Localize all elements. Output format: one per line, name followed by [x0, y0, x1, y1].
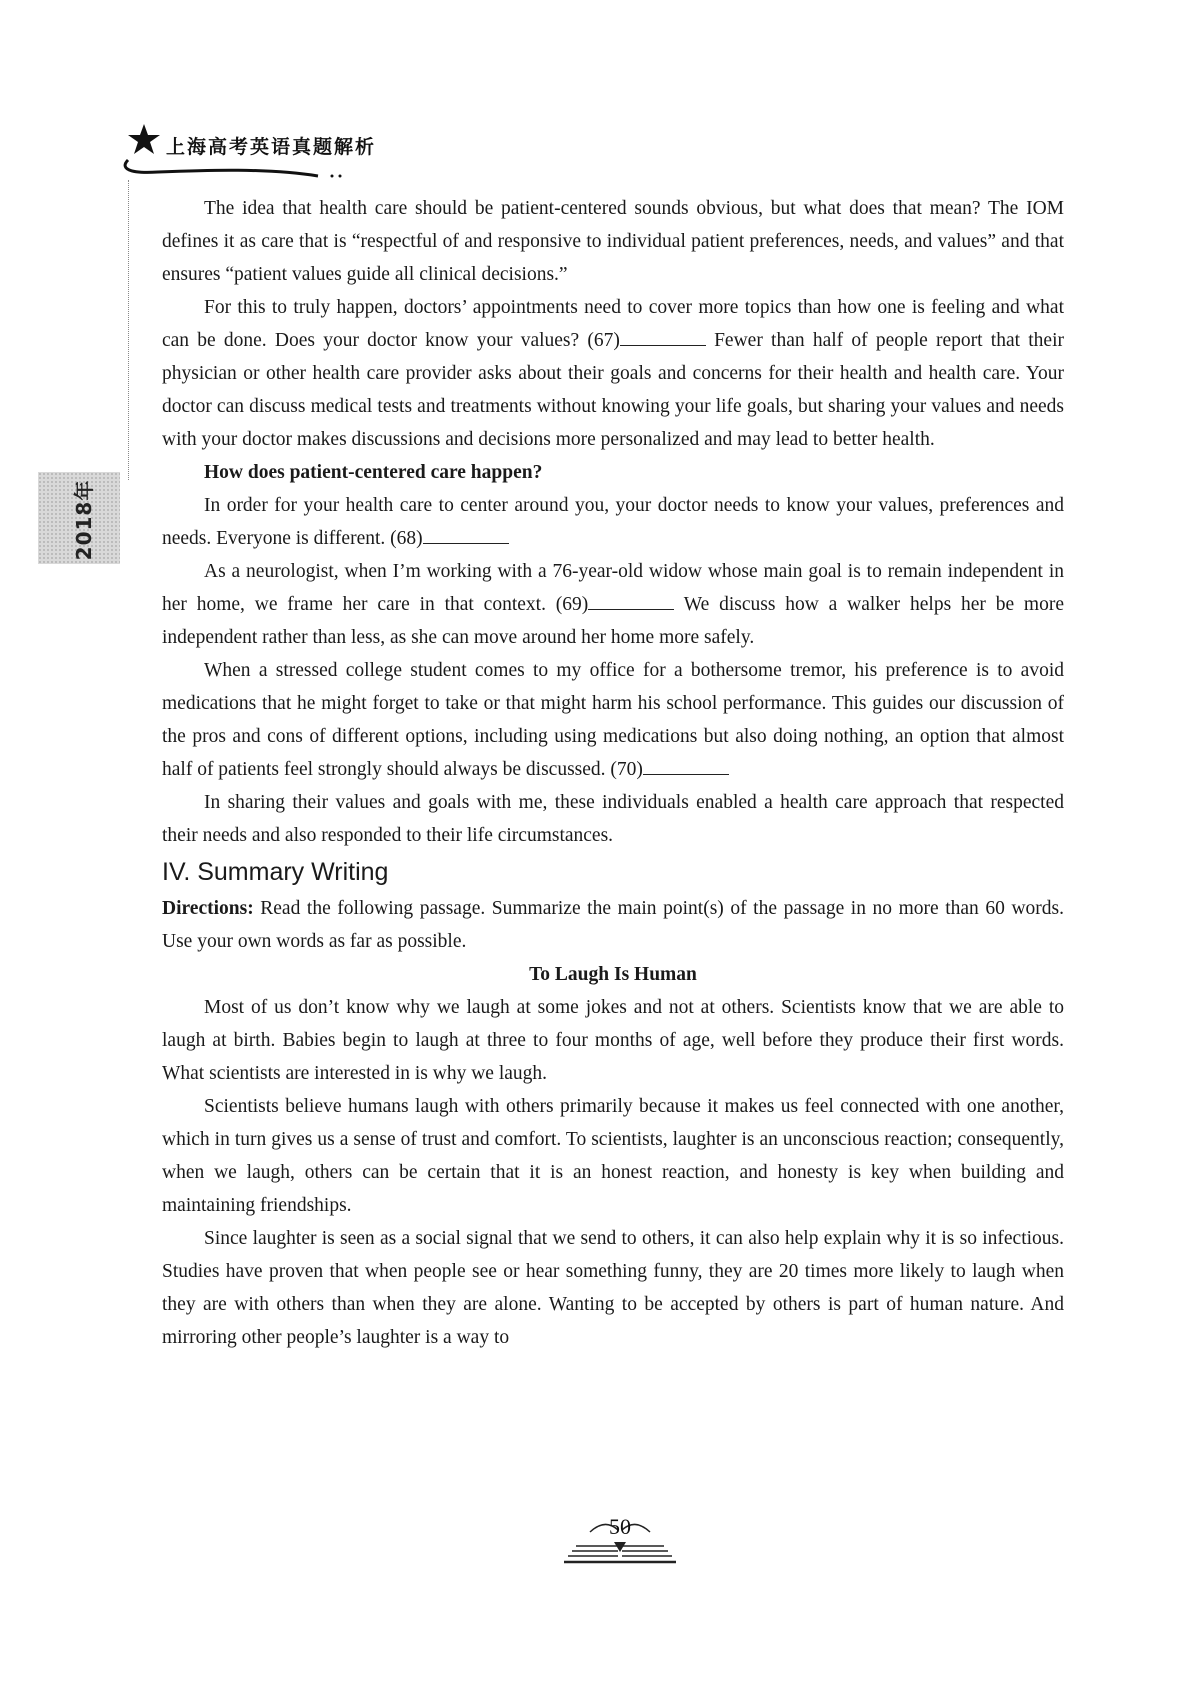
page-footer — [560, 1512, 680, 1566]
page-header — [118, 120, 418, 180]
paragraph: In sharing their values and goals with me, these individuals enabled a health care approach that respected their needs and also responded to their life circumstances. — [162, 792, 1064, 846]
main-content — [162, 192, 1064, 1354]
answer-blank-70[interactable] — [643, 754, 729, 775]
paragraph: The idea that health care should be patient-centered sounds obvious, but what does that mean? The IOM defines it as care that is “respectful of and responsive to individual patient preferences, needs, and values” and that ensures “patient values guide all clinical decisions.” — [162, 198, 1064, 285]
paragraph: Most of us don’t know why we laugh at some jokes and not at others. Scientists know that we are able to laugh at birth. Babies begin to laugh at three to four months of age, well before they produce their first words. What scientists are interested in is why we laugh. — [162, 997, 1064, 1084]
answer-blank-69[interactable] — [588, 589, 674, 610]
paragraph: As a neurologist, when I’m working with a 76-year-old widow whose main goal is to remain independent in her home, we frame her care in that context. (69) We discuss how a walker helps her be more independent rather than less, as she can move around her home more safely. — [162, 561, 1065, 648]
subheading: How does patient-centered care happen? — [204, 462, 543, 483]
answer-blank-67[interactable] — [620, 325, 706, 346]
paragraph: For this to truly happen, doctors’ appointments need to cover more topics than how one is feeling and what can be done. Does your doctor know your values? (67) Fewer than half of people report that their physician or other health care provider asks about their goals and concerns for their health and health care. Your doctor can discuss medical tests and treatments without knowing your life goals, but sharing your values and needs with your doctor makes discussions and decisions more personalized and may lead to better health. — [162, 297, 1064, 450]
answer-blank-68[interactable] — [423, 523, 509, 544]
star-logo-icon — [126, 122, 162, 158]
passage-title: To Laugh Is Human — [529, 964, 697, 985]
directions-label: Directions: — [162, 898, 254, 919]
paragraph: Since laughter is seen as a social signal that we send to others, it can also help explain why it is so infectious. Studies have proven that when people see or hear something funny, they are 20 times more likely to laugh when they are with others than when they are alone. Wanting to be accepted by others is part of human nature. And mirroring other people’s laughter is a way to — [162, 1228, 1064, 1348]
page-number: 50 — [609, 1514, 631, 1539]
section-title: IV. Summary Writing — [162, 858, 389, 886]
paragraph: Scientists believe humans laugh with others primarily because it makes us feel connected with one another, which in turn gives us a sense of trust and comfort. To scientists, laughter is an unconscious reaction; consequently, when we laugh, others can be certain that it is an honest reaction, and honesty is key when building and maintaining friendships. — [162, 1096, 1064, 1216]
paragraph: When a stressed college student comes to my office for a bothersome tremor, his preference is to avoid medications that he might forget to take or that might harm his school performance. This guides our discussion of the pros and cons of different options, including using medications but also doing nothing, an option that almost half of patients feel strongly should always be discussed. (70) — [162, 660, 1064, 780]
paragraph: In order for your health care to center around you, your doctor needs to know your values, preferences and needs. Everyone is different. (68) — [162, 495, 1064, 549]
directions: Directions: Read the following passage. Summarize the main point(s) of the passage in no more than 60 words. Use your own words as far as possible. — [162, 898, 1064, 952]
year-label: 2018年 — [71, 479, 96, 561]
year-tab — [38, 472, 120, 564]
header-title: 上海高考英语真题解析 — [166, 136, 377, 158]
margin-rule — [128, 180, 129, 480]
